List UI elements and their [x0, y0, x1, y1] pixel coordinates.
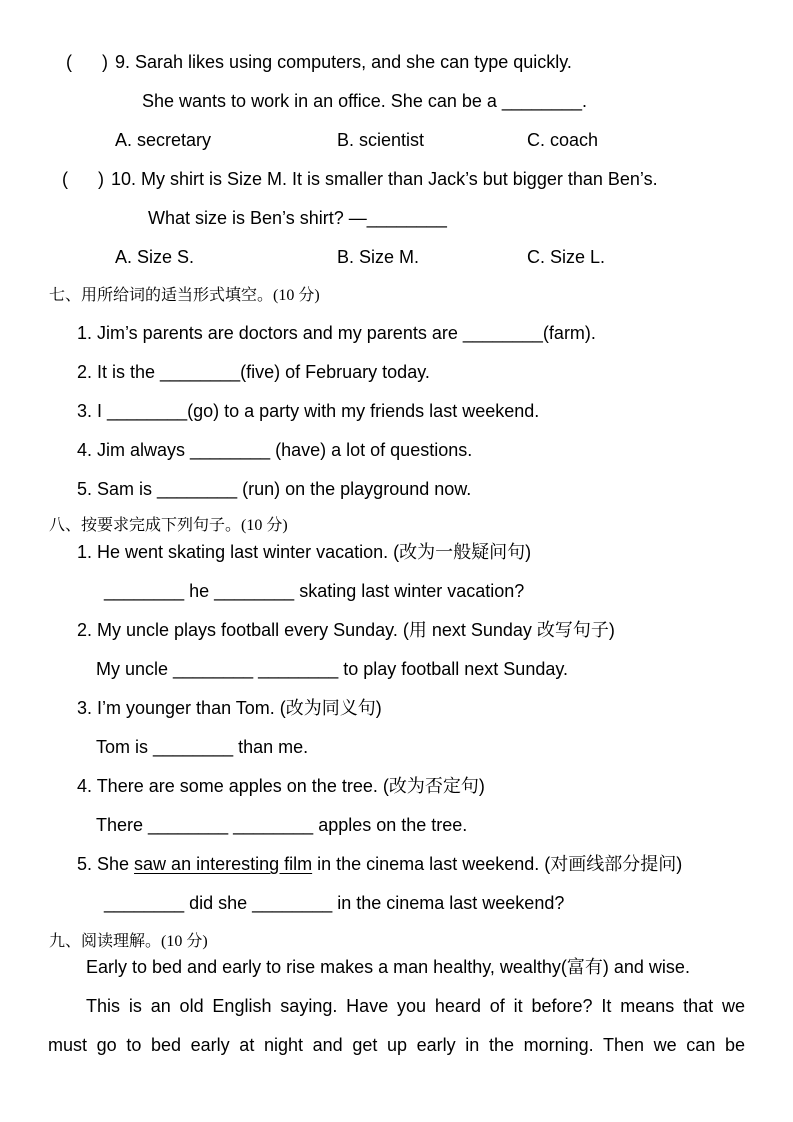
q10-option-c: C. Size L. — [527, 247, 606, 267]
section8-q4-answer: There ________ ________ apples on the tree. — [96, 815, 468, 835]
section8-q5-suffix: in the cinema last weekend. (对画线部分提问) — [312, 854, 683, 874]
section9-paragraph-2-line-2: must go to bed early at night and get up early in the morning. Then we can be — [48, 1035, 745, 1055]
section8-q5-prefix: 5. She — [77, 854, 135, 874]
section7-item-3: 3. I ________(go) to a party with my friends last weekend. — [77, 401, 540, 421]
section7-item-4: 4. Jim always ________ (have) a lot of questions. — [77, 440, 473, 460]
section8-q5-answer: ________ did she ________ in the cinema last weekend? — [104, 893, 565, 913]
q10-stem: 10. My shirt is Size M. It is smaller than Jack’s but bigger than Ben’s. — [111, 169, 658, 189]
q9-stem: 9. Sarah likes using computers, and she can type quickly. — [115, 52, 572, 72]
q10-option-b: B. Size M. — [337, 247, 420, 267]
section8-q1-stem: 1. He went skating last winter vacation. (改为一般疑问句) — [77, 542, 532, 562]
section7-item-2: 2. It is the ________(five) of February today. — [77, 362, 430, 382]
section8-q3-stem: 3. I’m younger than Tom. (改为同义句) — [77, 698, 382, 718]
q9-answer-bracket: ( ) — [66, 52, 108, 72]
section8-title: 八、按要求完成下列句子。(10 分) — [49, 517, 288, 534]
q9-option-a: A. secretary — [115, 130, 212, 150]
section8-q2-stem: 2. My uncle plays football every Sunday. (用 next Sunday 改写句子) — [77, 620, 615, 640]
section7-item-5: 5. Sam is ________ (run) on the playground now. — [77, 479, 472, 499]
section9-title: 九、阅读理解。(10 分) — [49, 933, 208, 950]
q9-option-c: C. coach — [527, 130, 599, 150]
section8-q1-answer: ________ he ________ skating last winter vacation? — [104, 581, 525, 601]
section8-q5-stem — [77, 852, 682, 876]
section7-item-1: 1. Jim’s parents are doctors and my parents are ________(farm). — [77, 323, 596, 343]
section8-q3-answer: Tom is ________ than me. — [96, 737, 309, 757]
section7-title: 七、用所给词的适当形式填空。(10 分) — [49, 287, 320, 304]
q9-option-b: B. scientist — [337, 130, 425, 150]
q9-question-line: She wants to work in an office. She can be a ________. — [142, 91, 587, 111]
section8-q2-answer: My uncle ________ ________ to play football next Sunday. — [96, 659, 569, 679]
q10-question-line: What size is Ben’s shirt? —________ — [148, 208, 447, 228]
q10-option-a: A. Size S. — [115, 247, 195, 267]
q10-answer-bracket: ( ) — [62, 169, 104, 189]
section8-q5-underlined-phrase: saw an interesting film — [134, 854, 313, 874]
section9-paragraph-2-line-1: This is an old English saying. Have you heard of it before? It means that we — [86, 996, 745, 1016]
section9-paragraph-1: Early to bed and early to rise makes a man healthy, wealthy(富有) and wise. — [86, 957, 690, 977]
section8-q4-stem: 4. There are some apples on the tree. (改为否定句) — [77, 776, 485, 796]
